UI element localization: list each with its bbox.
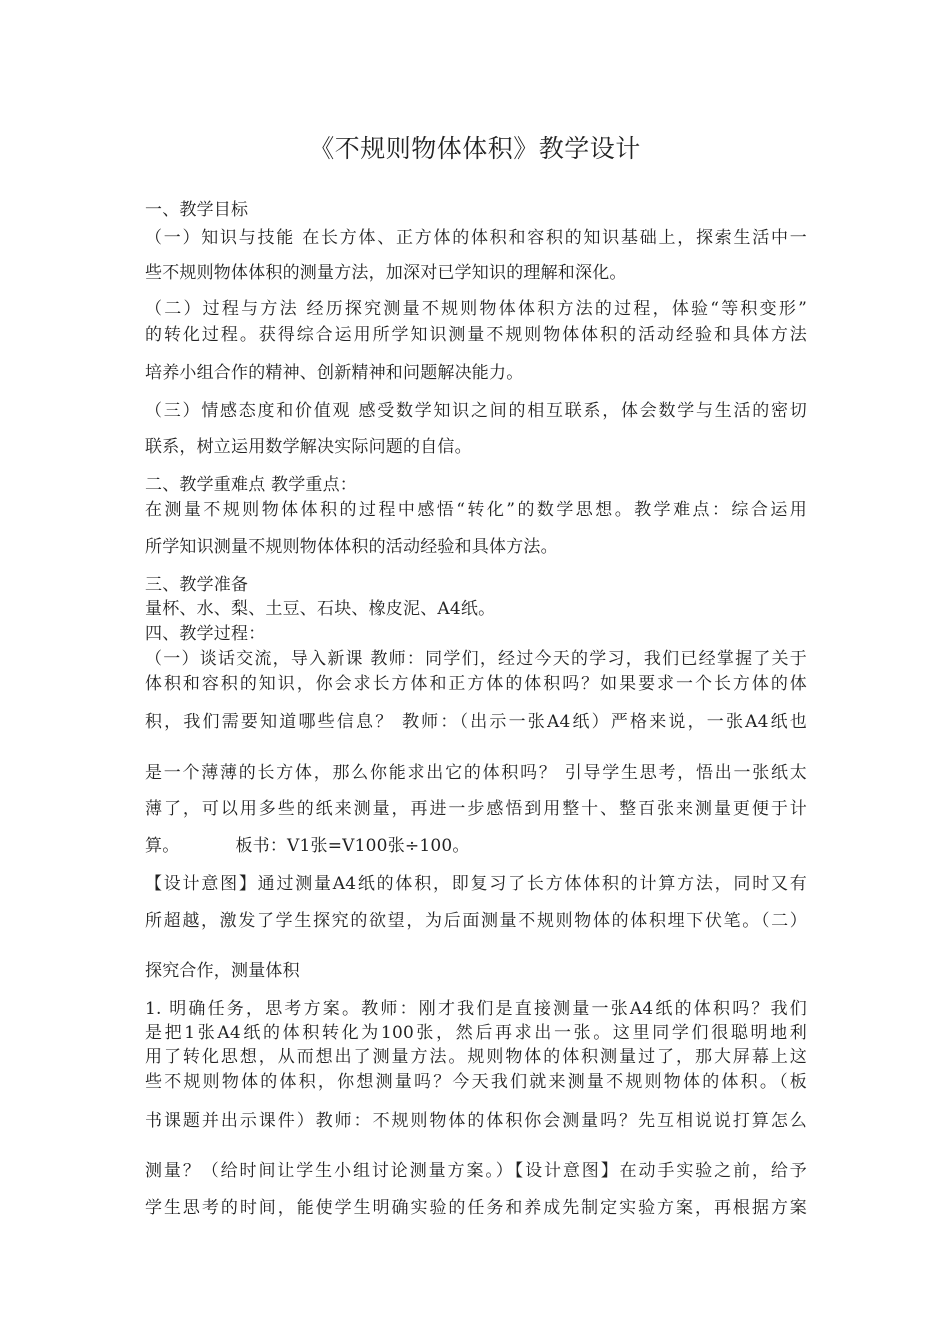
- paragraph-line: 1. 明确任务，思考方案。教师：刚才我们是直接测量一张A4纸的体积吗？我们: [145, 999, 807, 1019]
- paragraph-line: 书课题并出示课件）教师：不规则物体的体积你会测量吗？先互相说说打算怎么: [145, 1111, 807, 1131]
- paragraph-line: 些不规则物体的体积，你想测量吗？今天我们就来测量不规则物体的体积。（板: [145, 1072, 807, 1092]
- heading-process: 四、教学过程：: [145, 624, 266, 644]
- paragraph-line: 是一个薄薄的长方体，那么你能求出它的体积吗？ 引导学生思考，悟出一张纸太: [145, 763, 807, 783]
- paragraph-line: 所学知识测量不规则物体体积的活动经验和具体方法。: [145, 537, 558, 557]
- paragraph-line: （一）知识与技能 在长方体、正方体的体积和容积的知识基础上，探索生活中一: [145, 228, 807, 248]
- paragraph-line: 培养小组合作的精神、创新精神和问题解决能力。: [145, 363, 524, 383]
- paragraph-line: （三）情感态度和价值观 感受数学知识之间的相互联系，体会数学与生活的密切: [145, 401, 807, 421]
- heading-preparation: 三、教学准备: [145, 575, 249, 595]
- paragraph-line: 测量？（给时间让学生小组讨论测量方案。）【设计意图】在动手实验之前，给予: [145, 1161, 807, 1181]
- paragraph-line: 的转化过程。获得综合运用所学知识测量不规则物体体积的活动经验和具体方法: [145, 325, 807, 345]
- heading-teaching-goals: 一、教学目标: [145, 200, 249, 220]
- paragraph-line: 积，我们需要知道哪些信息？ 教师：（出示一张A4纸）严格来说，一张A4纸也: [145, 712, 807, 732]
- paragraph-line: 探究合作，测量体积: [145, 961, 300, 981]
- paragraph-line: 【设计意图】通过测量A4纸的体积，即复习了长方体体积的计算方法，同时又有: [145, 874, 807, 894]
- paragraph-line: 联系，树立运用数学解决实际问题的自信。: [145, 437, 472, 457]
- document-title: 《不规则物体体积》教学设计: [309, 134, 641, 163]
- paragraph-line: 些不规则物体体积的测量方法，加深对已学知识的理解和深化。: [145, 263, 627, 283]
- paragraph-line: （二）过程与方法 经历探究测量不规则物体体积方法的过程，体验“等积变形”: [145, 299, 807, 319]
- paragraph-line: 是把1张A4纸的体积转化为100张，然后再求出一张。这里同学们很聪明地利: [145, 1023, 807, 1043]
- heading-key-points: 二、教学重难点 教学重点：: [145, 475, 358, 495]
- paragraph-line: 所超越，激发了学生探究的欲望，为后面测量不规则物体的体积埋下伏笔。（二）: [145, 911, 807, 931]
- paragraph-line: 量杯、水、梨、土豆、石块、橡皮泥、A4纸。: [145, 599, 496, 619]
- paragraph-line: 薄了，可以用多些的纸来测量，再进一步感悟到用整十、整百张来测量更便于计: [145, 799, 807, 819]
- paragraph-line: 学生思考的时间，能使学生明确实验的任务和养成先制定实验方案，再根据方案: [145, 1198, 807, 1218]
- paragraph-line: 用了转化思想，从而想出了测量方法。规则物体的体积测量过了，那大屏幕上这: [145, 1047, 807, 1067]
- paragraph-line: 体积和容积的知识，你会求长方体和正方体的体积吗？如果要求一个长方体的体: [145, 674, 807, 694]
- paragraph-line: （一）谈话交流，导入新课 教师：同学们，经过今天的学习，我们已经掌握了关于: [145, 649, 807, 669]
- paragraph-line: 在测量不规则物体体积的过程中感悟“转化”的数学思想。教学难点：综合运用: [145, 500, 807, 520]
- paragraph-line: 算。 板书：V1张=V100张÷100。: [145, 836, 470, 856]
